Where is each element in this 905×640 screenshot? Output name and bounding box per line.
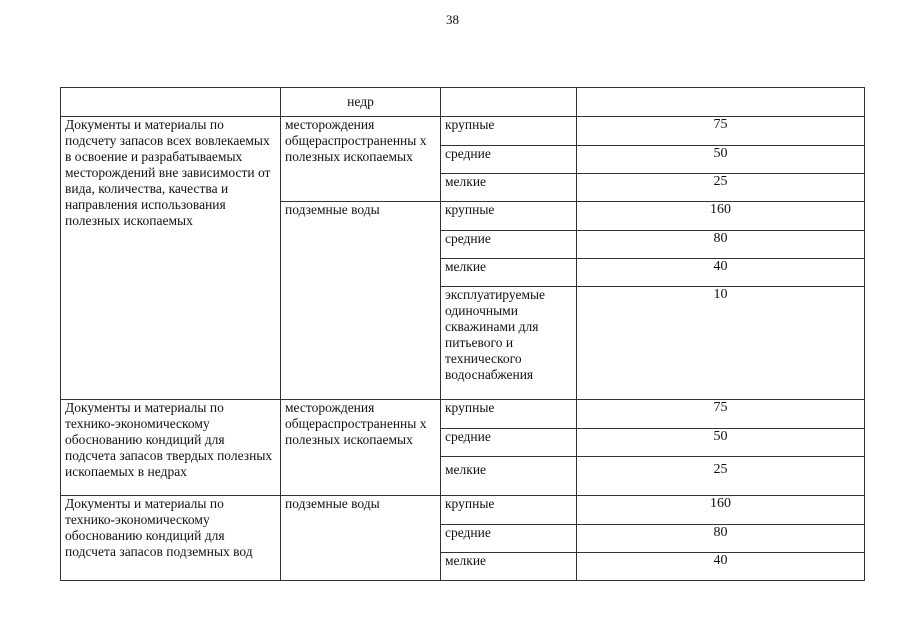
page-number: 38	[446, 12, 459, 27]
header-cell	[61, 88, 281, 117]
deposit-type: месторождения общераспространенны х полезных ископаемых	[281, 400, 441, 496]
fee-value: 10	[577, 287, 865, 400]
deposit-type: подземные воды	[281, 496, 441, 581]
deposit-size: средние	[441, 146, 577, 174]
fee-table	[60, 87, 865, 581]
deposit-size: мелкие	[441, 553, 577, 581]
fee-value: 40	[577, 553, 865, 581]
fee-value: 50	[577, 146, 865, 174]
deposit-size: средние	[441, 525, 577, 553]
fee-value: 25	[577, 174, 865, 202]
table-header-row	[61, 88, 865, 117]
fee-value: 50	[577, 429, 865, 457]
deposit-type: месторождения общераспространенны х полезных ископаемых	[281, 117, 441, 202]
fee-value: 40	[577, 259, 865, 287]
fee-value: 80	[577, 525, 865, 553]
deposit-size: крупные	[441, 496, 577, 525]
document-description: Документы и материалы по технико-экономическому обоснованию кондиций для подсчета запасов твердых полезных ископаемых в недрах	[61, 400, 281, 496]
deposit-size: средние	[441, 429, 577, 457]
table-row	[61, 496, 865, 525]
table-row	[61, 400, 865, 429]
fee-value: 75	[577, 400, 865, 429]
deposit-size: мелкие	[441, 174, 577, 202]
fee-value: 25	[577, 457, 865, 496]
document-description: Документы и материалы по подсчету запасов всех вовлекаемых в освоение и разрабатываемых месторождений вне зависимости от вида, количества, качества и направления использования полезных ископаемых	[61, 117, 281, 400]
deposit-size: мелкие	[441, 259, 577, 287]
fee-value: 75	[577, 117, 865, 146]
fee-value: 80	[577, 231, 865, 259]
deposit-type: подземные воды	[281, 202, 441, 400]
fee-value: 160	[577, 496, 865, 525]
deposit-size: мелкие	[441, 457, 577, 496]
document-description: Документы и материалы по технико-экономическому обоснованию кондиций для подсчета запасов подземных вод	[61, 496, 281, 581]
table-row	[61, 117, 865, 146]
header-cell: недр	[281, 88, 441, 117]
header-cell	[441, 88, 577, 117]
deposit-size: крупные	[441, 117, 577, 146]
header-cell	[577, 88, 865, 117]
deposit-size: крупные	[441, 202, 577, 231]
fee-value: 160	[577, 202, 865, 231]
deposit-size: средние	[441, 231, 577, 259]
deposit-size: крупные	[441, 400, 577, 429]
deposit-size: эксплуатируемые одиночными скважинами для питьевого и технического водоснабжения	[441, 287, 577, 400]
